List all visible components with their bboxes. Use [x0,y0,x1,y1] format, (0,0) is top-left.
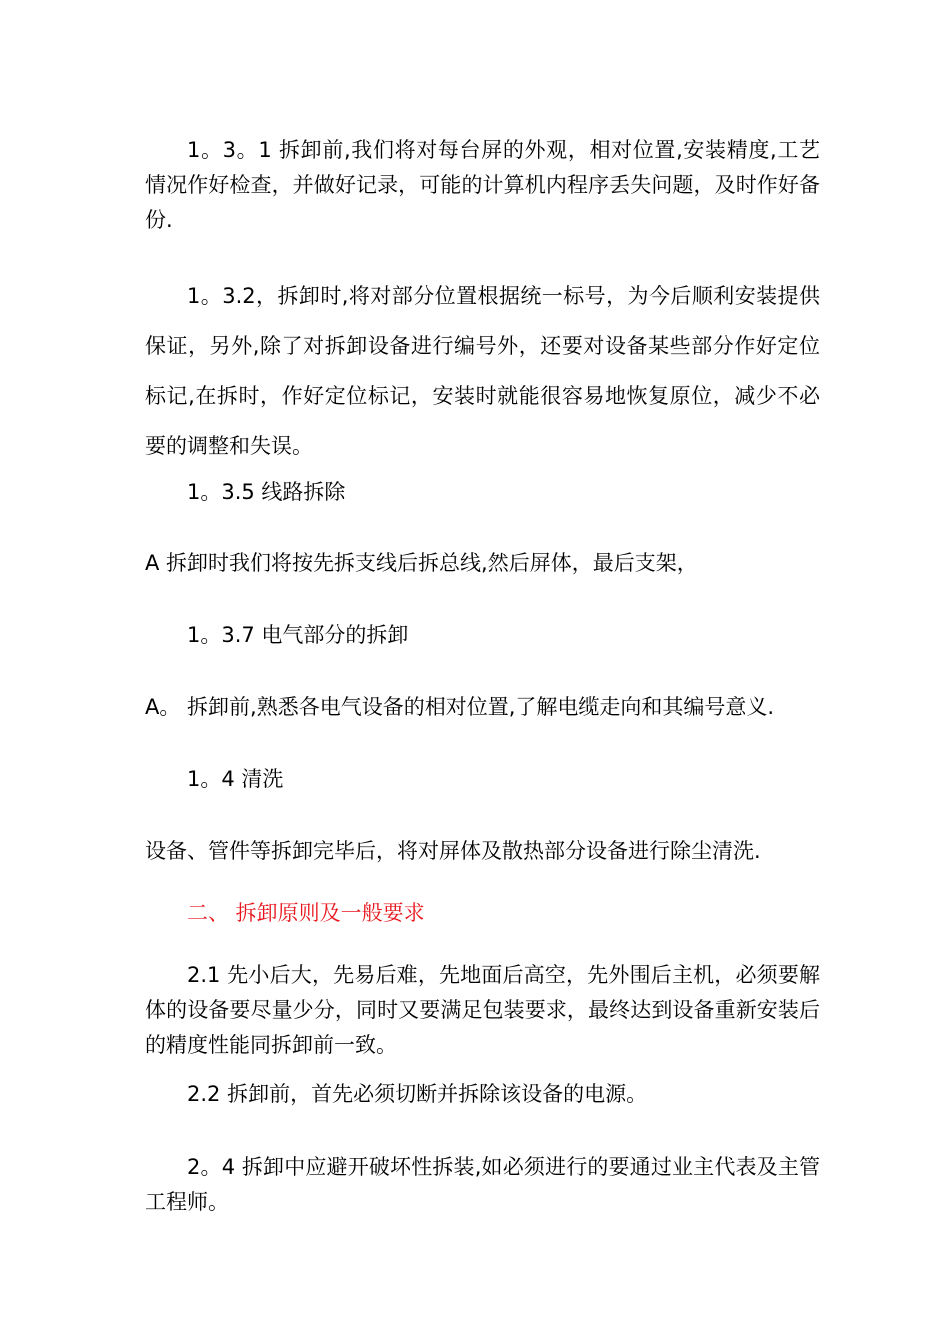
paragraph-electrical-removal: A。 拆卸前,熟悉各电气设备的相对位置,了解电缆走向和其编号意义. [145,695,775,719]
paragraph-2-4: 2。4 拆卸中应避开破坏性拆装,如必须进行的要通过业主代表及主管工程师。 [145,1155,820,1214]
section-heading-principles: 二、 拆卸原则及一般要求 [187,901,425,925]
paragraph-1-3-5: 1。3.5 线路拆除 [187,480,346,504]
paragraph-2-2: 2.2 拆卸前，首先必须切断并拆除该设备的电源。 [187,1082,648,1106]
paragraph-1-4: 1。4 清洗 [187,767,284,791]
paragraph-2-1: 2.1 先小后大，先易后难，先地面后高空，先外围后主机，必须要解体的设备要尽量少分，同时又要满足包装要求，最终达到设备重新安装后的精度性能同拆卸前一致。 [145,963,820,1057]
paragraph-1-3-7: 1。3.7 电气部分的拆卸 [187,623,409,647]
paragraph-1-3-2: 1。3.2，拆卸时,将对部分位置根据统一标号，为今后顺利安装提供保证，另外,除了对拆卸设备进行编号外，还要对设备某些部分作好定位标记,在拆时，作好定位标记，安装时就能很容易地恢复原位，减少不必要的调整和失误。 [145,284,820,458]
paragraph-line-removal: A 拆卸时我们将按先拆支线后拆总线,然后屏体，最后支架， [145,551,698,575]
paragraph-cleaning: 设备、管件等拆卸完毕后，将对屏体及散热部分设备进行除尘清洗. [145,839,761,863]
paragraph-1-3-1: 1。3。1 拆卸前,我们将对每台屏的外观，相对位置,安装精度,工艺情况作好检查，并做好记录，可能的计算机内程序丢失问题，及时作好备份. [145,138,820,232]
